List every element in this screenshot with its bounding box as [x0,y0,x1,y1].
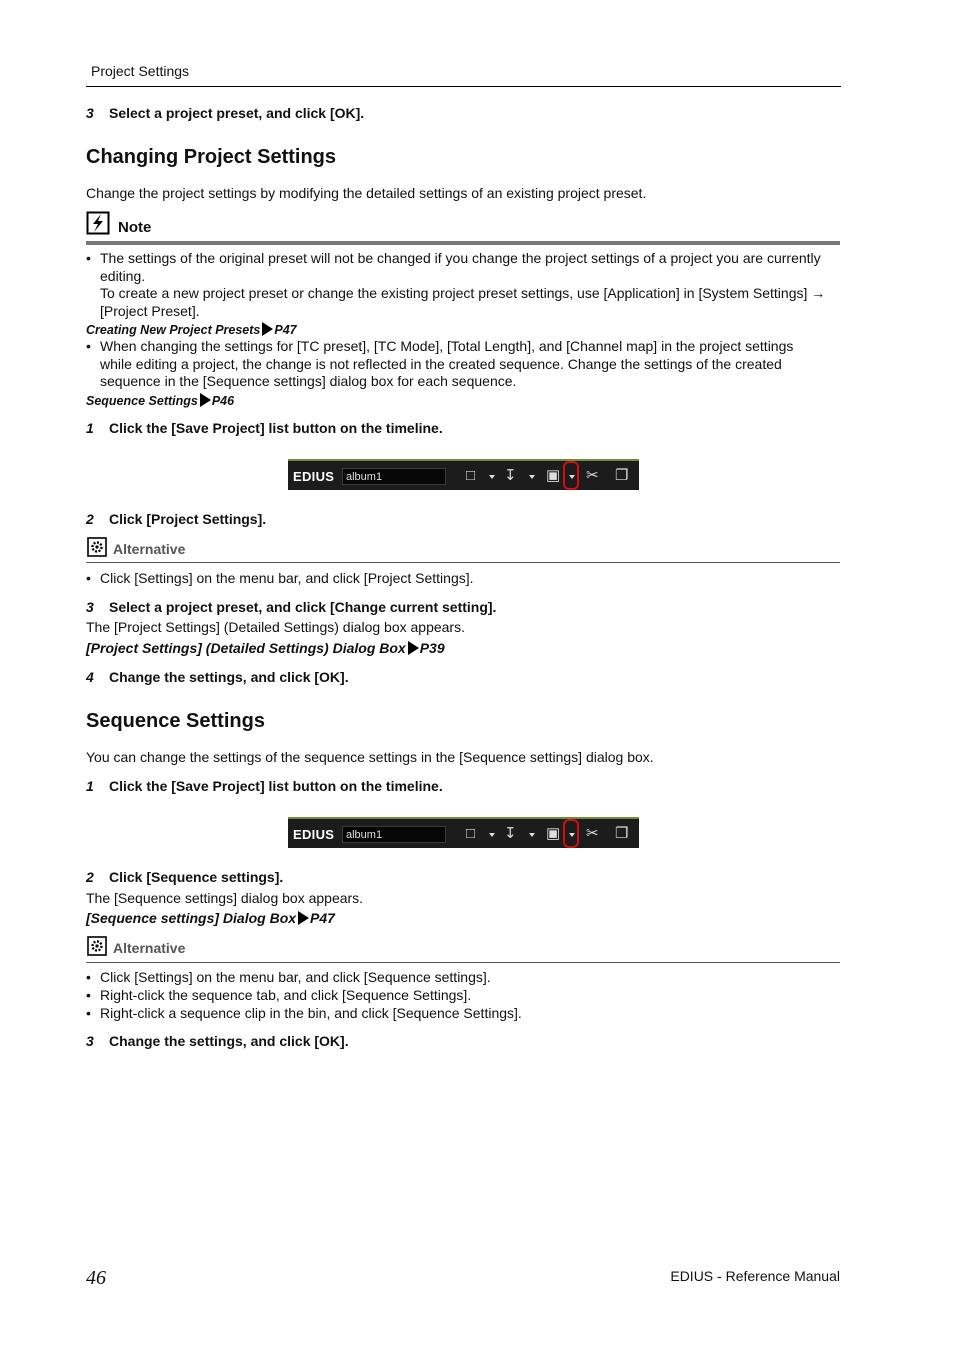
step-number: 3 [86,599,94,615]
step-text: Click [Sequence settings]. [109,869,284,885]
note-label: Note [118,219,152,236]
step-number: 3 [86,105,94,121]
crossref-link-1[interactable] [86,322,297,337]
step-number: 2 [86,511,94,527]
crossref-text: [Project Settings] (Detailed Settings) Dialog Box [86,640,406,656]
crossref-text: Sequence Settings [86,394,198,408]
note-bullet-2-line: sequence in the [Sequence settings] dialog box for each sequence. [100,373,517,389]
sequence-name-field: album1 [342,826,446,843]
note-rule [86,241,840,245]
step-top [86,105,364,121]
crossref-text: Creating New Project Presets [86,323,261,337]
chevron-down-icon [489,475,495,479]
highlight-box [563,461,579,490]
import-icon: ↧ [504,467,517,484]
crossref-text: [Sequence settings] Dialog Box [86,910,297,926]
step-4 [86,669,349,685]
highlight-box [563,819,579,848]
section-title-sequence: Sequence Settings [86,710,265,732]
header-rule [86,86,841,87]
step-text: Select a project preset, and click [Change current setting]. [109,599,497,615]
new-file-icon: □ [466,467,476,484]
alternative-rule [86,562,840,563]
step-text: Change the settings, and click [OK]. [109,669,349,685]
manual-title: EDIUS - Reference Manual [670,1268,840,1284]
alt-bullet-text: Click [Settings] on the menu bar, and click [Project Settings]. [100,570,474,586]
crossref-page: P47 [310,910,335,926]
intro-sequence: You can change the settings of the sequence settings in the [Sequence settings] dialog box. [86,749,654,765]
note-bullet-1-line: [Project Preset]. [100,302,200,319]
alt-bullet-text: Click [Settings] on the menu bar, and click [Sequence settings]. [100,969,491,985]
alternative-label: Alternative [113,940,186,956]
step-3-description: The [Project Settings] (Detailed Settings) dialog box appears. [86,619,465,635]
alternative-label: Alternative [113,541,186,557]
timeline-toolbar-screenshot [288,817,639,848]
step-2 [86,511,266,527]
new-file-icon: □ [466,825,476,842]
note-bullet-1-line: editing. [100,267,146,284]
copy-icon: ❐ [615,825,629,842]
note-icon [86,211,110,235]
step-text: Click [Project Settings]. [109,511,267,527]
step-2-description: The [Sequence settings] dialog box appears. [86,890,364,906]
alt-bullet-text: Right-click a sequence clip in the bin, and click [Sequence Settings]. [100,1005,522,1021]
sequence-name-field: album1 [342,468,446,485]
alt-bullet: • Right-click the sequence tab, and click [Sequence Settings]. [86,987,841,1005]
step-number: 4 [86,669,94,685]
arrow-right-icon [298,911,309,925]
crossref-link-3[interactable] [86,640,445,656]
edius-logo: EDIUS [293,827,335,842]
alt-bullet: • Click [Settings] on the menu bar, and click [Project Settings]. [86,570,841,588]
timeline-toolbar-screenshot [288,459,639,490]
note-bullet-2: • When changing the settings for [TC preset], [TC Mode], [Total Length], and [Channel map] in the project settings while editing a project, the change is not reflected in the created sequence. Change the settings of the created sequence in the [Sequence settings] dialog box for each sequence. [86,338,841,391]
scissors-icon: ✂ [586,467,599,484]
step-1 [86,420,443,436]
step-3 [86,599,496,615]
import-icon: ↧ [504,825,517,842]
step-3 [86,1033,349,1049]
crossref-page: P46 [211,394,235,408]
crossref-page: P47 [274,323,297,337]
scissors-icon: ✂ [586,825,599,842]
note-bullet-2-line: When changing the settings for [TC preset], [TC Mode], [Total Length], and [Channel map] in the project settings [100,338,794,354]
save-icon: ▣ [546,467,561,484]
note-bullet-2-line: while editing a project, the change is not reflected in the created sequence. Change the settings of the created [100,355,782,372]
save-icon: ▣ [546,825,561,842]
arrow-right-icon [200,393,211,407]
chevron-down-icon [529,475,535,479]
running-header: Project Settings [91,63,190,79]
step-text: Click the [Save Project] list button on the timeline. [109,778,443,794]
step-text: Click the [Save Project] list button on the timeline. [109,420,443,436]
step-text: Select a project preset, and click [OK]. [109,105,365,121]
alt-bullet: • Right-click a sequence clip in the bin, and click [Sequence Settings]. [86,1005,841,1023]
alternative-icon [87,537,107,557]
step-number: 1 [86,420,94,436]
note-bullet-1-line: The settings of the original preset will not be changed if you change the project settings of a project you are currently [100,250,821,266]
section-title-changing: Changing Project Settings [86,146,337,168]
arrow-right-icon [262,322,273,336]
step-number: 2 [86,869,94,885]
alternative-icon [87,936,107,956]
alt-bullet: • Click [Settings] on the menu bar, and click [Sequence settings]. [86,969,841,987]
page-number: 46 [86,1267,106,1289]
step-number: 1 [86,778,94,794]
crossref-link-4[interactable] [86,910,335,926]
edius-logo: EDIUS [293,469,335,484]
chevron-down-icon [529,833,535,837]
copy-icon: ❐ [615,467,629,484]
alternative-rule [86,962,840,963]
step-1 [86,778,443,794]
crossref-link-2[interactable] [86,393,234,408]
note-bullet-1-line: To create a new project preset or change the existing project preset settings, use [Application] in [System Settings] → [100,285,826,301]
arrow-right-icon [408,641,419,655]
chevron-down-icon [489,833,495,837]
intro-changing: Change the project settings by modifying the detailed settings of an existing project preset. [86,185,647,201]
step-2 [86,869,283,885]
crossref-page: P39 [419,640,445,656]
step-number: 3 [86,1033,94,1049]
step-text: Change the settings, and click [OK]. [109,1033,349,1049]
note-bullet-1: • The settings of the original preset will not be changed if you change the project settings of a project you are currently editing. To create a new project preset or change the existing project preset settings, use [Application] in [System Settings] → [Project Preset]. [86,250,841,320]
alt-bullet-text: Right-click the sequence tab, and click [Sequence Settings]. [100,987,472,1003]
